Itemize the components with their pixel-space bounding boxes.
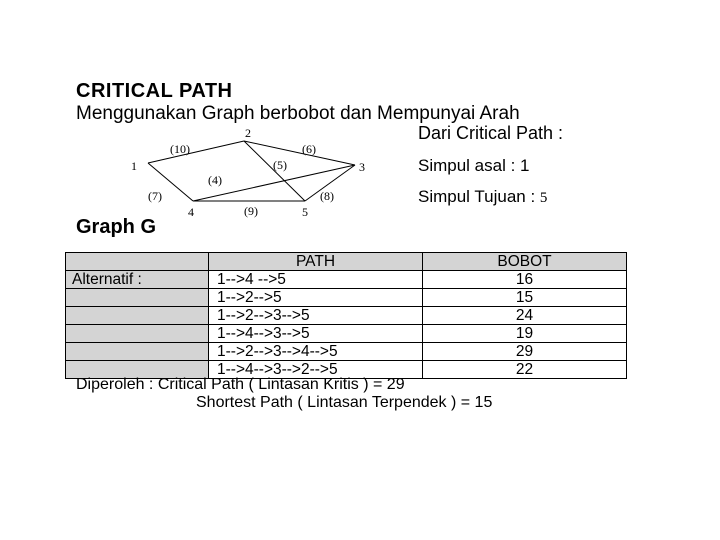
goal-node-label: Simpul Tujuan : <box>418 187 540 206</box>
edge-2-3 <box>244 141 355 165</box>
alternatif-blank-cell <box>66 325 209 343</box>
path-cell: 1-->2-->3-->5 <box>209 307 423 325</box>
path-cell: 1-->2-->5 <box>209 289 423 307</box>
bobot-cell: 29 <box>423 343 627 361</box>
alternatif-label: Alternatif : <box>66 271 209 289</box>
node-label-4: 4 <box>188 205 194 219</box>
path-cell: 1-->4 -->5 <box>209 271 423 289</box>
node-label-3: 3 <box>359 160 365 174</box>
shortest-path-result: Shortest Path ( Lintasan Terpendek ) = 15 <box>196 394 493 411</box>
alternatif-blank-cell <box>66 289 209 307</box>
path-cell: 1-->4-->3-->2-->5 <box>209 361 423 379</box>
table-row <box>66 307 627 325</box>
edge-weight-1-2: (10) <box>170 142 190 156</box>
goal-node-value: 5 <box>539 190 548 206</box>
edge-weight-3-5: (8) <box>320 189 334 203</box>
bobot-cell: 24 <box>423 307 627 325</box>
page-subtitle: Menggunakan Graph berbobot dan Mempunyai Arah <box>76 103 520 124</box>
node-label-5: 5 <box>302 205 308 219</box>
paths-table <box>65 252 627 379</box>
bobot-cell: 22 <box>423 361 627 379</box>
table-header-bobot: BOBOT <box>423 253 627 271</box>
edge-weight-1-4: (7) <box>148 189 162 203</box>
node-label-1: 1 <box>131 159 137 173</box>
alternatif-blank-cell <box>66 343 209 361</box>
edge-weight-4-3: (4) <box>208 173 222 187</box>
critical-path-result: Diperoleh : Critical Path ( Lintasan Kritis ) = 29 <box>76 376 405 393</box>
start-node-value: 1 <box>520 156 530 175</box>
path-cell: 1-->4-->3-->5 <box>209 325 423 343</box>
path-cell: 1-->2-->3-->4-->5 <box>209 343 423 361</box>
table-row <box>66 289 627 307</box>
bobot-cell: 19 <box>423 325 627 343</box>
edge-weight-2-3: (6) <box>302 142 316 156</box>
edge-weight-2-5: (5) <box>273 158 287 172</box>
table-header-row <box>66 253 627 271</box>
table-row <box>66 271 627 289</box>
table-header-blank <box>66 253 209 271</box>
alternatif-blank-cell <box>66 307 209 325</box>
graph-label: Graph G <box>76 216 157 238</box>
table-row <box>66 343 627 361</box>
bobot-cell: 15 <box>423 289 627 307</box>
critical-path-heading: Dari Critical Path : <box>418 123 564 143</box>
edge-weight-4-5: (9) <box>244 204 258 218</box>
table-row <box>66 325 627 343</box>
table-header-path: PATH <box>209 253 423 271</box>
bobot-cell: 16 <box>423 271 627 289</box>
start-node-label: Simpul asal : <box>418 156 521 175</box>
page-title: CRITICAL PATH <box>76 80 233 102</box>
node-label-2: 2 <box>245 126 251 140</box>
edge-1-2 <box>148 141 244 163</box>
